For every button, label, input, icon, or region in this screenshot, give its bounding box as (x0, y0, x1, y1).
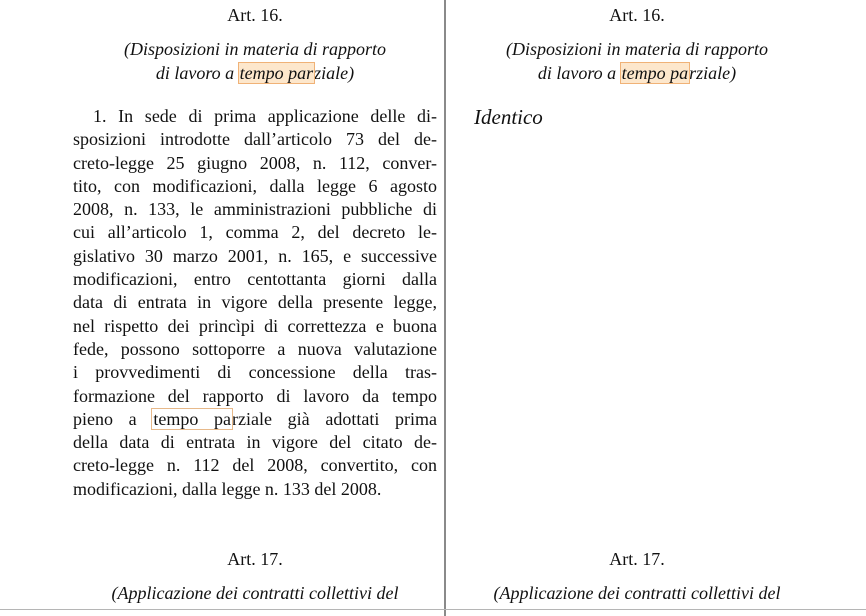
paragraph-line: creto-legge 25 giugno 2008, n. 112, conver- (73, 152, 437, 173)
paragraph-search-highlight: tempo pa (153, 408, 232, 429)
left-column (73, 0, 437, 616)
right-column (474, 0, 800, 616)
paragraph-line: data di entrata in vigore della presente legge, (73, 292, 437, 313)
paragraph-line: nel rispetto dei princìpi di correttezza e buona (73, 315, 437, 336)
left-next-article-subtitle (73, 581, 437, 605)
right-subtitle-text: di lavoro a (537, 63, 621, 83)
left-article-title: Art. 16. (227, 5, 283, 25)
paragraph-line: fede, possono sottoporre a nuova valutazione (73, 338, 437, 359)
paragraph-line: modificazioni, dalla legge n. 133 del 2008. (73, 478, 382, 499)
right-subtitle-line-2 (474, 61, 800, 85)
left-subtitle-text-end: ziale) (314, 63, 355, 83)
identico-label: Identico (474, 105, 543, 129)
paragraph-line: gislativo 30 marzo 2001, n. 165, e successive (73, 245, 437, 266)
left-paragraph-1 (73, 105, 437, 501)
left-next-subtitle-line-1: (Applicazione dei contratti collettivi del (111, 583, 399, 603)
left-next-article-title: Art. 17. (227, 549, 283, 569)
column-divider (444, 0, 446, 616)
right-subtitle-text-end: rziale) (689, 63, 737, 83)
paragraph-line: 2008, n. 133, le amministrazioni pubbliche di (73, 199, 437, 220)
paragraph-line: tito, con modificazioni, dalla legge 6 agosto (73, 175, 437, 196)
left-subtitle-line-1: (Disposizioni in materia di rapporto (123, 39, 387, 59)
paragraph-text: pieno a (73, 408, 153, 429)
paragraph-line: creto-legge n. 112 del 2008, convertito, con (73, 455, 437, 476)
paragraph-line: modificazioni, entro centottanta giorni dalla (73, 269, 437, 290)
left-subtitle-search-highlight: tempo par (239, 63, 314, 83)
paragraph-line: 1. In sede di prima applicazione delle di- (93, 106, 437, 126)
right-next-article-subtitle (474, 581, 800, 605)
paragraph-line: i provvedimenti di concessione della tras- (73, 362, 437, 383)
right-subtitle-line-1: (Disposizioni in materia di rapporto (505, 39, 769, 59)
paragraph-line: sposizioni introdotte dall’articolo 73 del de- (73, 129, 437, 150)
paragraph-line-with-highlight (73, 408, 437, 431)
paragraph-line: cui all’articolo 1, comma 2, del decreto le- (73, 222, 437, 243)
right-article-subtitle (474, 37, 800, 85)
left-subtitle-text: di lavoro a (155, 63, 239, 83)
paragraph-line: della data di entrata in vigore del citato de- (73, 432, 437, 453)
right-article-title: Art. 16. (609, 5, 665, 25)
paragraph-line: formazione del rapporto di lavoro da tempo (73, 385, 437, 406)
left-subtitle-line-2 (73, 61, 437, 85)
right-next-article-title: Art. 17. (609, 549, 665, 569)
right-next-subtitle-line-1: (Applicazione dei contratti collettivi del (493, 583, 781, 603)
right-subtitle-search-highlight: tempo pa (621, 63, 689, 83)
paragraph-text-end: rziale già adottati prima (232, 408, 438, 429)
left-article-subtitle (73, 37, 437, 85)
